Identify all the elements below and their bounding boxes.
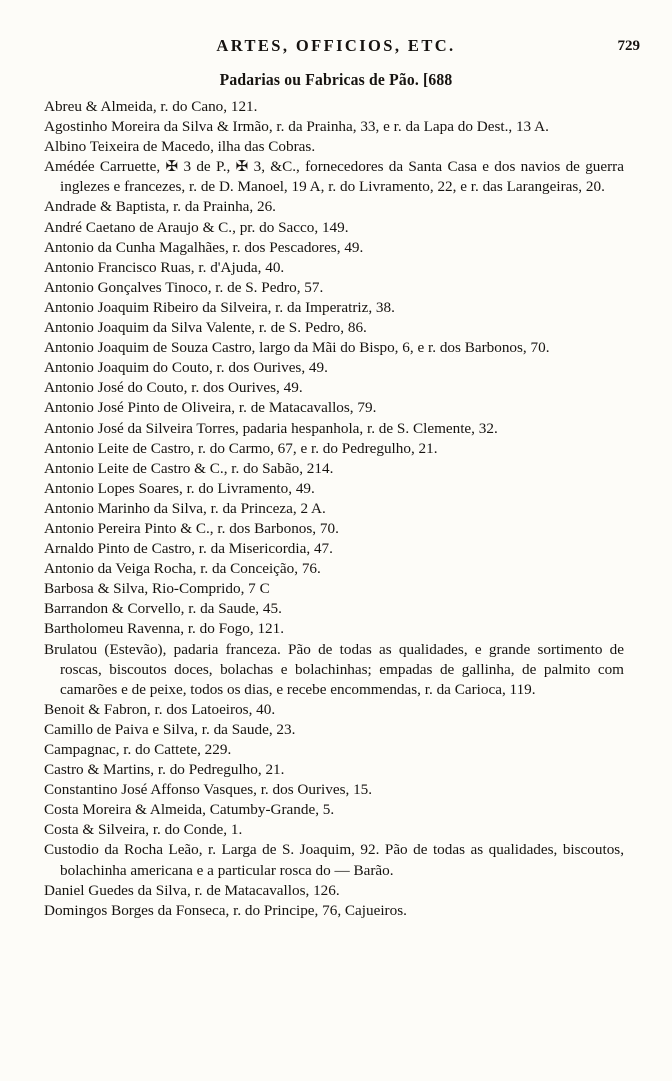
entry: Antonio José da Silveira Torres, padaria hespanhola, r. de S. Clemente, 32.	[44, 419, 498, 437]
running-head	[0, 36, 672, 62]
entry: Brulatou (Estevão), padaria franceza. Pão de todas as qualidades, e grande sortimento de roscas, biscoutos doces, bolachas e bolachinhas; empadas de gallinha, de palmito com camarões e de peixe, todos os dias, e recebe encommendas, r. da Carioca, 119.	[44, 640, 624, 698]
entry: Antonio da Cunha Magalhães, r. dos Pescadores, 49.	[44, 238, 364, 256]
entry: Campagnac, r. do Cattete, 229.	[44, 741, 232, 758]
entry: Antonio Pereira Pinto & C., r. dos Barbonos, 70.	[44, 519, 339, 537]
entry: Antonio Joaquim do Couto, r. dos Ourives, 49.	[44, 359, 328, 377]
entry: Antonio Joaquim de Souza Castro, largo da Mãi do Bispo, 6, e r. dos Barbonos, 70.	[44, 339, 550, 357]
entry: Antonio Marinho da Silva, r. da Princeza, 2 A.	[44, 499, 326, 517]
entry: Antonio Joaquim da Silva Valente, r. de S. Pedro, 86.	[44, 319, 367, 337]
entry: Camillo de Paiva e Silva, r. da Saude, 23.	[44, 720, 296, 738]
entry: Antonio José do Couto, r. dos Ourives, 49.	[44, 379, 303, 397]
directory-entries	[44, 97, 624, 921]
entry: Abreu & Almeida, r. do Cano, 121.	[44, 98, 258, 115]
entry: Benoit & Fabron, r. dos Latoeiros, 40.	[44, 700, 276, 718]
entry: Custodio da Rocha Leão, r. Larga de S. Joaquim, 92. Pão de todas as qualidades, biscoutos, bolachinha americana e a particular rosca do — Barão.	[44, 841, 624, 879]
entry: Constantino José Affonso Vasques, r. dos Ourives, 15.	[44, 781, 373, 799]
entry: Antonio Joaquim Ribeiro da Silveira, r. da Imperatriz, 38.	[44, 298, 395, 316]
entry: Barrandon & Corvello, r. da Saude, 45.	[44, 600, 282, 618]
page-number: 729	[617, 38, 640, 54]
entry: Daniel Guedes da Silva, r. de Matacavallos, 126.	[44, 881, 340, 899]
entry: Amédée Carruette, ✠ 3 de P., ✠ 3, &C., fornecedores da Santa Casa e dos navios de guerra inglezes e francezes, r. de D. Manoel, 19 A, r. do Livramento, 22, e r. das Larangeiras, 20.	[44, 158, 624, 196]
entry: Antonio Lopes Soares, r. do Livramento, 49.	[44, 479, 315, 497]
entry: Castro & Martins, r. do Pedregulho, 21.	[44, 761, 285, 779]
entry: Costa Moreira & Almeida, Catumby-Grande, 5.	[44, 801, 335, 819]
entry: Andrade & Baptista, r. da Prainha, 26.	[44, 198, 276, 216]
entry: Antonio da Veiga Rocha, r. da Conceição, 76.	[44, 560, 321, 578]
entry: Antonio José Pinto de Oliveira, r. de Matacavallos, 79.	[44, 399, 377, 417]
entry: Antonio Francisco Ruas, r. d'Ajuda, 40.	[44, 258, 285, 276]
entry: Antonio Gonçalves Tinoco, r. de S. Pedro, 57.	[44, 278, 324, 296]
entry: Albino Teixeira de Macedo, ilha das Cobras.	[44, 138, 316, 156]
subsection-title: Padarias ou Fabricas de Pão. [688	[219, 70, 453, 89]
entry: Barbosa & Silva, Rio-Comprido, 7 C	[44, 580, 270, 598]
entry: Domingos Borges da Fonseca, r. do Principe, 76, Cajueiros.	[44, 901, 407, 919]
entry: Arnaldo Pinto de Castro, r. da Misericordia, 47.	[44, 540, 333, 558]
entry: Antonio Leite de Castro, r. do Carmo, 67, e r. do Pedregulho, 21.	[44, 439, 438, 457]
entry: André Caetano de Araujo & C., pr. do Sacco, 149.	[44, 218, 349, 236]
section-title: ARTES, OFFICIOS, ETC.	[216, 36, 456, 55]
entry: Costa & Silveira, r. do Conde, 1.	[44, 821, 243, 839]
entry: Antonio Leite de Castro & C., r. do Sabão, 214.	[44, 459, 334, 477]
entry: Bartholomeu Ravenna, r. do Fogo, 121.	[44, 620, 285, 638]
entry: Agostinho Moreira da Silva & Irmão, r. da Prainha, 33, e r. da Lapa do Dest., 13 A.	[44, 118, 549, 136]
